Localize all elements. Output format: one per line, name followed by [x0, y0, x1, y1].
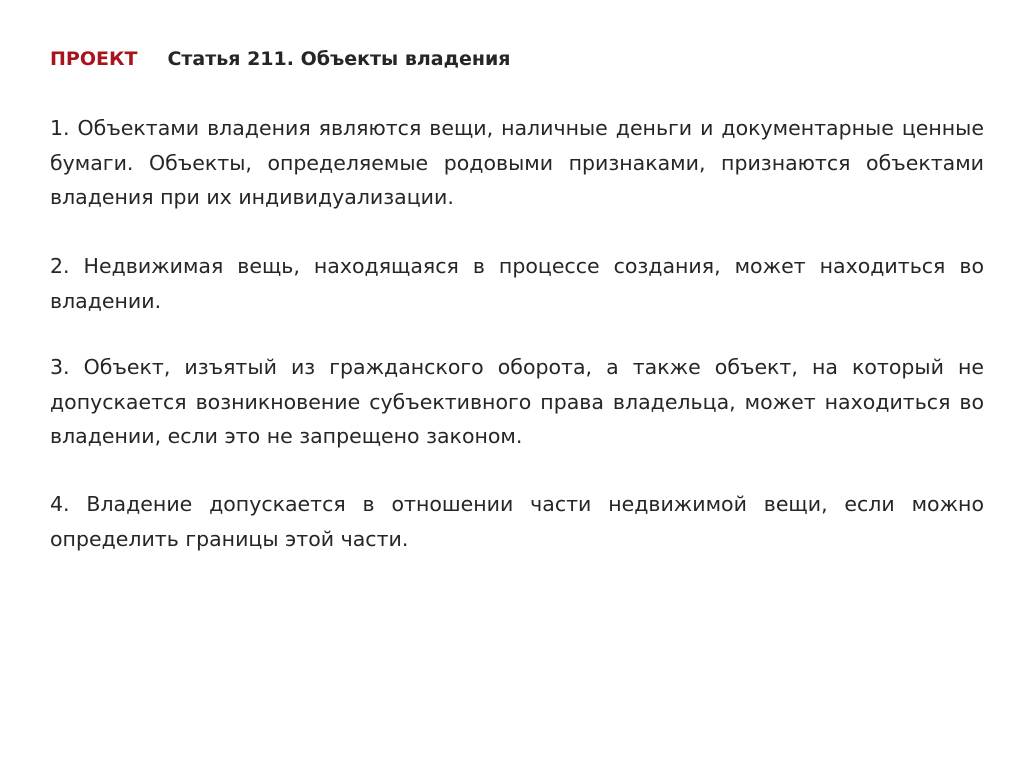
article-title: Статья 211. Объекты владения	[167, 48, 511, 70]
paragraph-4: 4. Владение допускается в отношении части недвижимой вещи, если можно определить границы этой части.	[50, 492, 984, 551]
paragraph-3: 3. Объект, изъятый из гражданского оборота, а также объект, на который не допускается возникновение субъективного права владельца, может находиться во владении, если это не запрещено законом.	[50, 355, 984, 448]
slide-heading	[50, 43, 510, 75]
project-label: ПРОЕКТ	[50, 48, 138, 70]
paragraph-2: 2. Недвижимая вещь, находящаяся в процессе создания, может находиться во владении.	[50, 254, 984, 313]
paragraph-1: 1. Объектами владения являются вещи, наличные деньги и документарные ценные бумаги. Объекты, определяемые родовыми признаками, признаются объектами владения при их индивидуализации.	[50, 116, 984, 209]
